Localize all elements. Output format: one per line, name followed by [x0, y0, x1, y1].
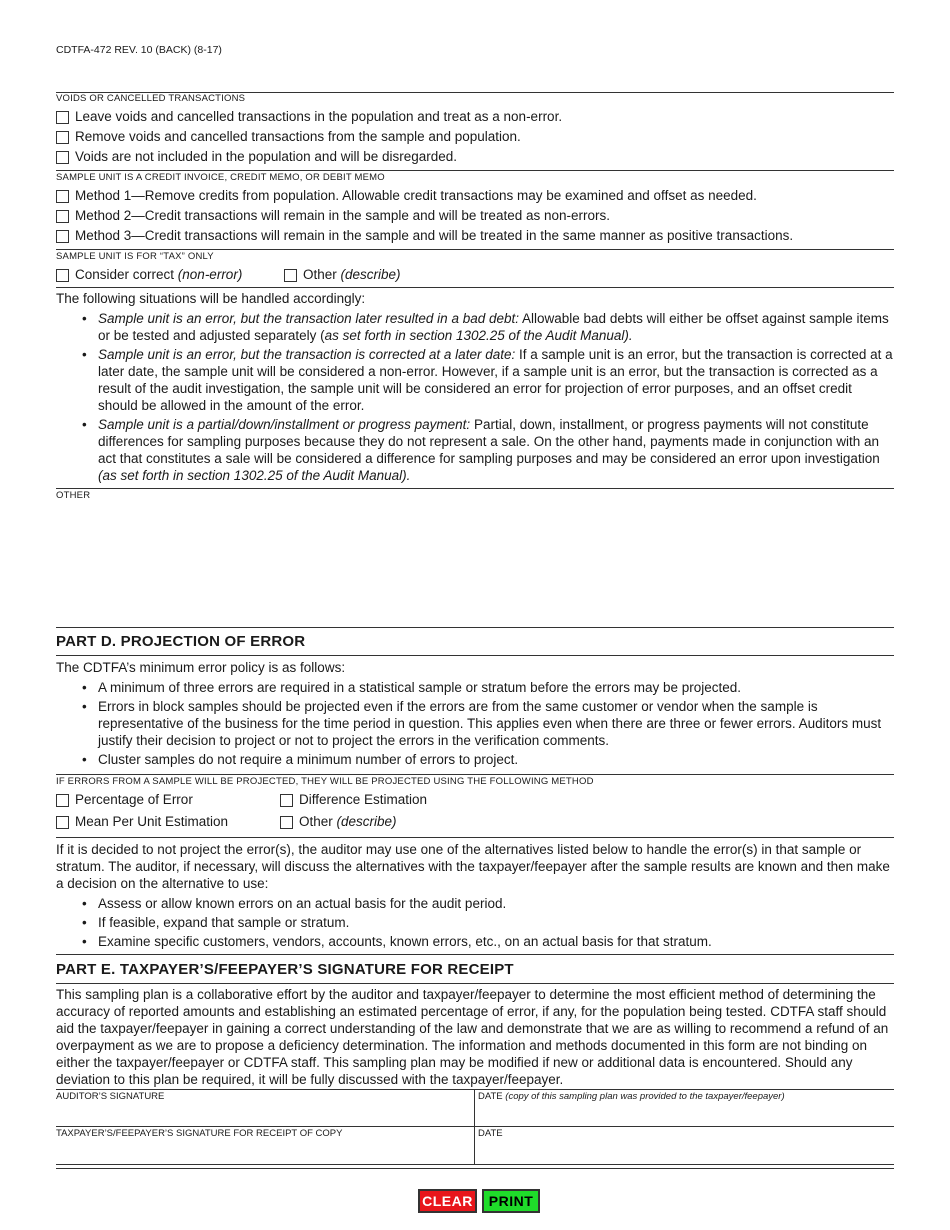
- credit-method-2[interactable]: Method 2—Credit transactions will remain in the sample and will be treated as non-errors.: [56, 206, 894, 226]
- credit-caption: SAMPLE UNIT IS A CREDIT INVOICE, CREDIT MEMO, OR DEBIT MEMO: [56, 172, 385, 183]
- policy-list: [56, 679, 894, 768]
- checkbox[interactable]: [56, 190, 69, 203]
- clear-button[interactable]: CLEAR: [418, 1189, 477, 1213]
- tax-only-options: [56, 265, 894, 285]
- print-button[interactable]: PRINT: [482, 1189, 540, 1213]
- mean-per-unit-option[interactable]: Mean Per Unit Estimation: [56, 812, 280, 832]
- divider: [56, 249, 894, 250]
- form-id: CDTFA-472 REV. 10 (BACK) (8-17): [56, 44, 222, 56]
- credit-method-3[interactable]: Method 3—Credit transactions will remain in the sample and will be treated in the same manner as positive transactions.: [56, 226, 894, 246]
- checkbox[interactable]: [56, 816, 69, 829]
- alternatives-intro: If it is decided to not project the error(s), the auditor may use one of the alternatives listed below to handle the error(s) in that sample or stratum. The auditor, if necessary, will discuss the alternatives with the taxpayer/feepayer after the sample results are known and then make a decision on the alternative to use:: [56, 842, 890, 891]
- divider: [56, 1168, 894, 1169]
- method-other-option[interactable]: Other (describe): [280, 812, 397, 832]
- alternatives: [56, 841, 894, 952]
- policy-item: • A minimum of three errors are required in a statistical sample or stratum before the errors may be projected.: [82, 679, 894, 696]
- situations-list: [56, 310, 894, 484]
- divider: [56, 1126, 894, 1127]
- situations: [56, 290, 894, 486]
- part-d-heading: PART D. PROJECTION OF ERROR: [56, 633, 306, 650]
- checkbox[interactable]: [56, 210, 69, 223]
- divider: [56, 488, 894, 489]
- policy-item: • Errors in block samples should be projected even if the errors are from the same customer or vendor when the sample is representative of the business for the time period in question. This applies even when there are three or fewer errors. Auditors must justify their decision to project or not to project the errors in the verification comments.: [82, 698, 894, 749]
- difference-estimation-option[interactable]: Difference Estimation: [280, 790, 427, 810]
- checkbox[interactable]: [284, 269, 297, 282]
- policy-item: • Cluster samples do not require a minimum number of errors to project.: [82, 751, 894, 768]
- checkbox[interactable]: [56, 269, 69, 282]
- checkbox[interactable]: [280, 816, 293, 829]
- situations-intro: The following situations will be handled accordingly:: [56, 291, 366, 306]
- divider: [56, 170, 894, 171]
- checkbox[interactable]: [56, 230, 69, 243]
- divider: [56, 983, 894, 984]
- divider: [56, 837, 894, 838]
- checkbox[interactable]: [56, 131, 69, 144]
- alternative-item: • Examine specific customers, vendors, accounts, known errors, etc., on an actual basis for that stratum.: [82, 933, 894, 950]
- auditor-signature-field[interactable]: AUDITOR’S SIGNATURE: [56, 1091, 165, 1102]
- checkbox[interactable]: [56, 151, 69, 164]
- other-textarea[interactable]: [56, 503, 894, 623]
- other-caption: OTHER: [56, 490, 91, 501]
- method-caption: IF ERRORS FROM A SAMPLE WILL BE PROJECTED, THEY WILL BE PROJECTED USING THE FOLLOWING METHOD: [56, 776, 594, 787]
- divider: [56, 287, 894, 288]
- divider: [56, 1089, 894, 1090]
- divider: [56, 627, 894, 628]
- taxpayer-signature-field[interactable]: TAXPAYER’S/FEEPAYER’S SIGNATURE FOR RECEIPT OF COPY: [56, 1128, 343, 1139]
- part-e-body: This sampling plan is a collaborative effort by the auditor and taxpayer/feepayer to determine the most efficient method of determining the accuracy of reported amounts and establishing an estimated percentage of error, if any, for the population being tested. CDTFA staff should aid the taxpayer/feepayer in gaining a correct understanding of the law and demonstrate that we are as willing to recommend a refund of an overpayment as we are to propose a deficiency determination. The information and methods documented in this form are not binding on either the taxpayer/feepayer or CDTFA staff. This sampling plan may be modified if new or additional data is encountered. Should any deviation to this plan be required, it will be fully discussed with the taxpayer/feepayer.: [56, 987, 889, 1087]
- alternatives-list: [56, 895, 894, 950]
- divider: [56, 655, 894, 656]
- consider-correct-option[interactable]: Consider correct (non-error): [56, 265, 284, 285]
- date-field-1[interactable]: DATE (copy of this sampling plan was provided to the taxpayer/feepayer): [478, 1091, 785, 1102]
- situation-partial-payment: • Sample unit is a partial/down/installment or progress payment: Partial, down, installment, or progress payments will not constitute differences for sampling purposes because they do not represent a sale. On the other hand, payments made in conjunction with an act that constitutes a sale will be considered a difference for sampling purposes and may be considered an error upon investigation (as set forth in section 1302.25 of the Audit Manual).: [82, 416, 894, 484]
- divider: [56, 954, 894, 955]
- voids-option-1[interactable]: Leave voids and cancelled transactions in the population and treat as a non-error.: [56, 107, 894, 127]
- voids-options: [56, 107, 894, 167]
- divider: [56, 1164, 894, 1165]
- credit-method-1[interactable]: Method 1—Remove credits from population. Allowable credit transactions may be examined and offset as needed.: [56, 186, 894, 206]
- part-d-policy: [56, 659, 894, 770]
- checkbox[interactable]: [280, 794, 293, 807]
- situation-corrected-later: • Sample unit is an error, but the transaction is corrected at a later date: If a sample unit is an error, but the transaction is corrected at a later date, the sample unit will be considered a non-error. However, if a sample unit is an error, but the transaction is corrected as a result of the audit investigation, the sample unit will be considered an error for projection of error purposes, and an offset credit should be allowed in the amount of the error.: [82, 346, 894, 414]
- checkbox[interactable]: [56, 111, 69, 124]
- credit-options: [56, 186, 894, 246]
- date-field-2[interactable]: DATE: [478, 1128, 503, 1139]
- alternative-item: • Assess or allow known errors on an actual basis for the audit period.: [82, 895, 894, 912]
- tax-other-option[interactable]: Other (describe): [284, 265, 401, 285]
- voids-option-2[interactable]: Remove voids and cancelled transactions from the sample and population.: [56, 127, 894, 147]
- checkbox[interactable]: [56, 794, 69, 807]
- method-options: [56, 790, 894, 834]
- situation-bad-debt: • Sample unit is an error, but the transaction later resulted in a bad debt: Allowable bad debts will either be offset against sample items or be tested and adjusted separately (as set forth in section 1302.25 of the Audit Manual).: [82, 310, 894, 344]
- voids-caption: VOIDS OR CANCELLED TRANSACTIONS: [56, 93, 246, 104]
- alternative-item: • If feasible, expand that sample or stratum.: [82, 914, 894, 931]
- part-d-intro: The CDTFA’s minimum error policy is as follows:: [56, 660, 346, 675]
- vertical-divider: [474, 1089, 475, 1164]
- tax-only-caption: SAMPLE UNIT IS FOR “TAX” ONLY: [56, 251, 214, 262]
- divider: [56, 774, 894, 775]
- percentage-of-error-option[interactable]: Percentage of Error: [56, 790, 280, 810]
- part-e-heading: PART E. TAXPAYER’S/FEEPAYER’S SIGNATURE FOR RECEIPT: [56, 961, 514, 978]
- voids-option-3[interactable]: Voids are not included in the population and will be disregarded.: [56, 147, 894, 167]
